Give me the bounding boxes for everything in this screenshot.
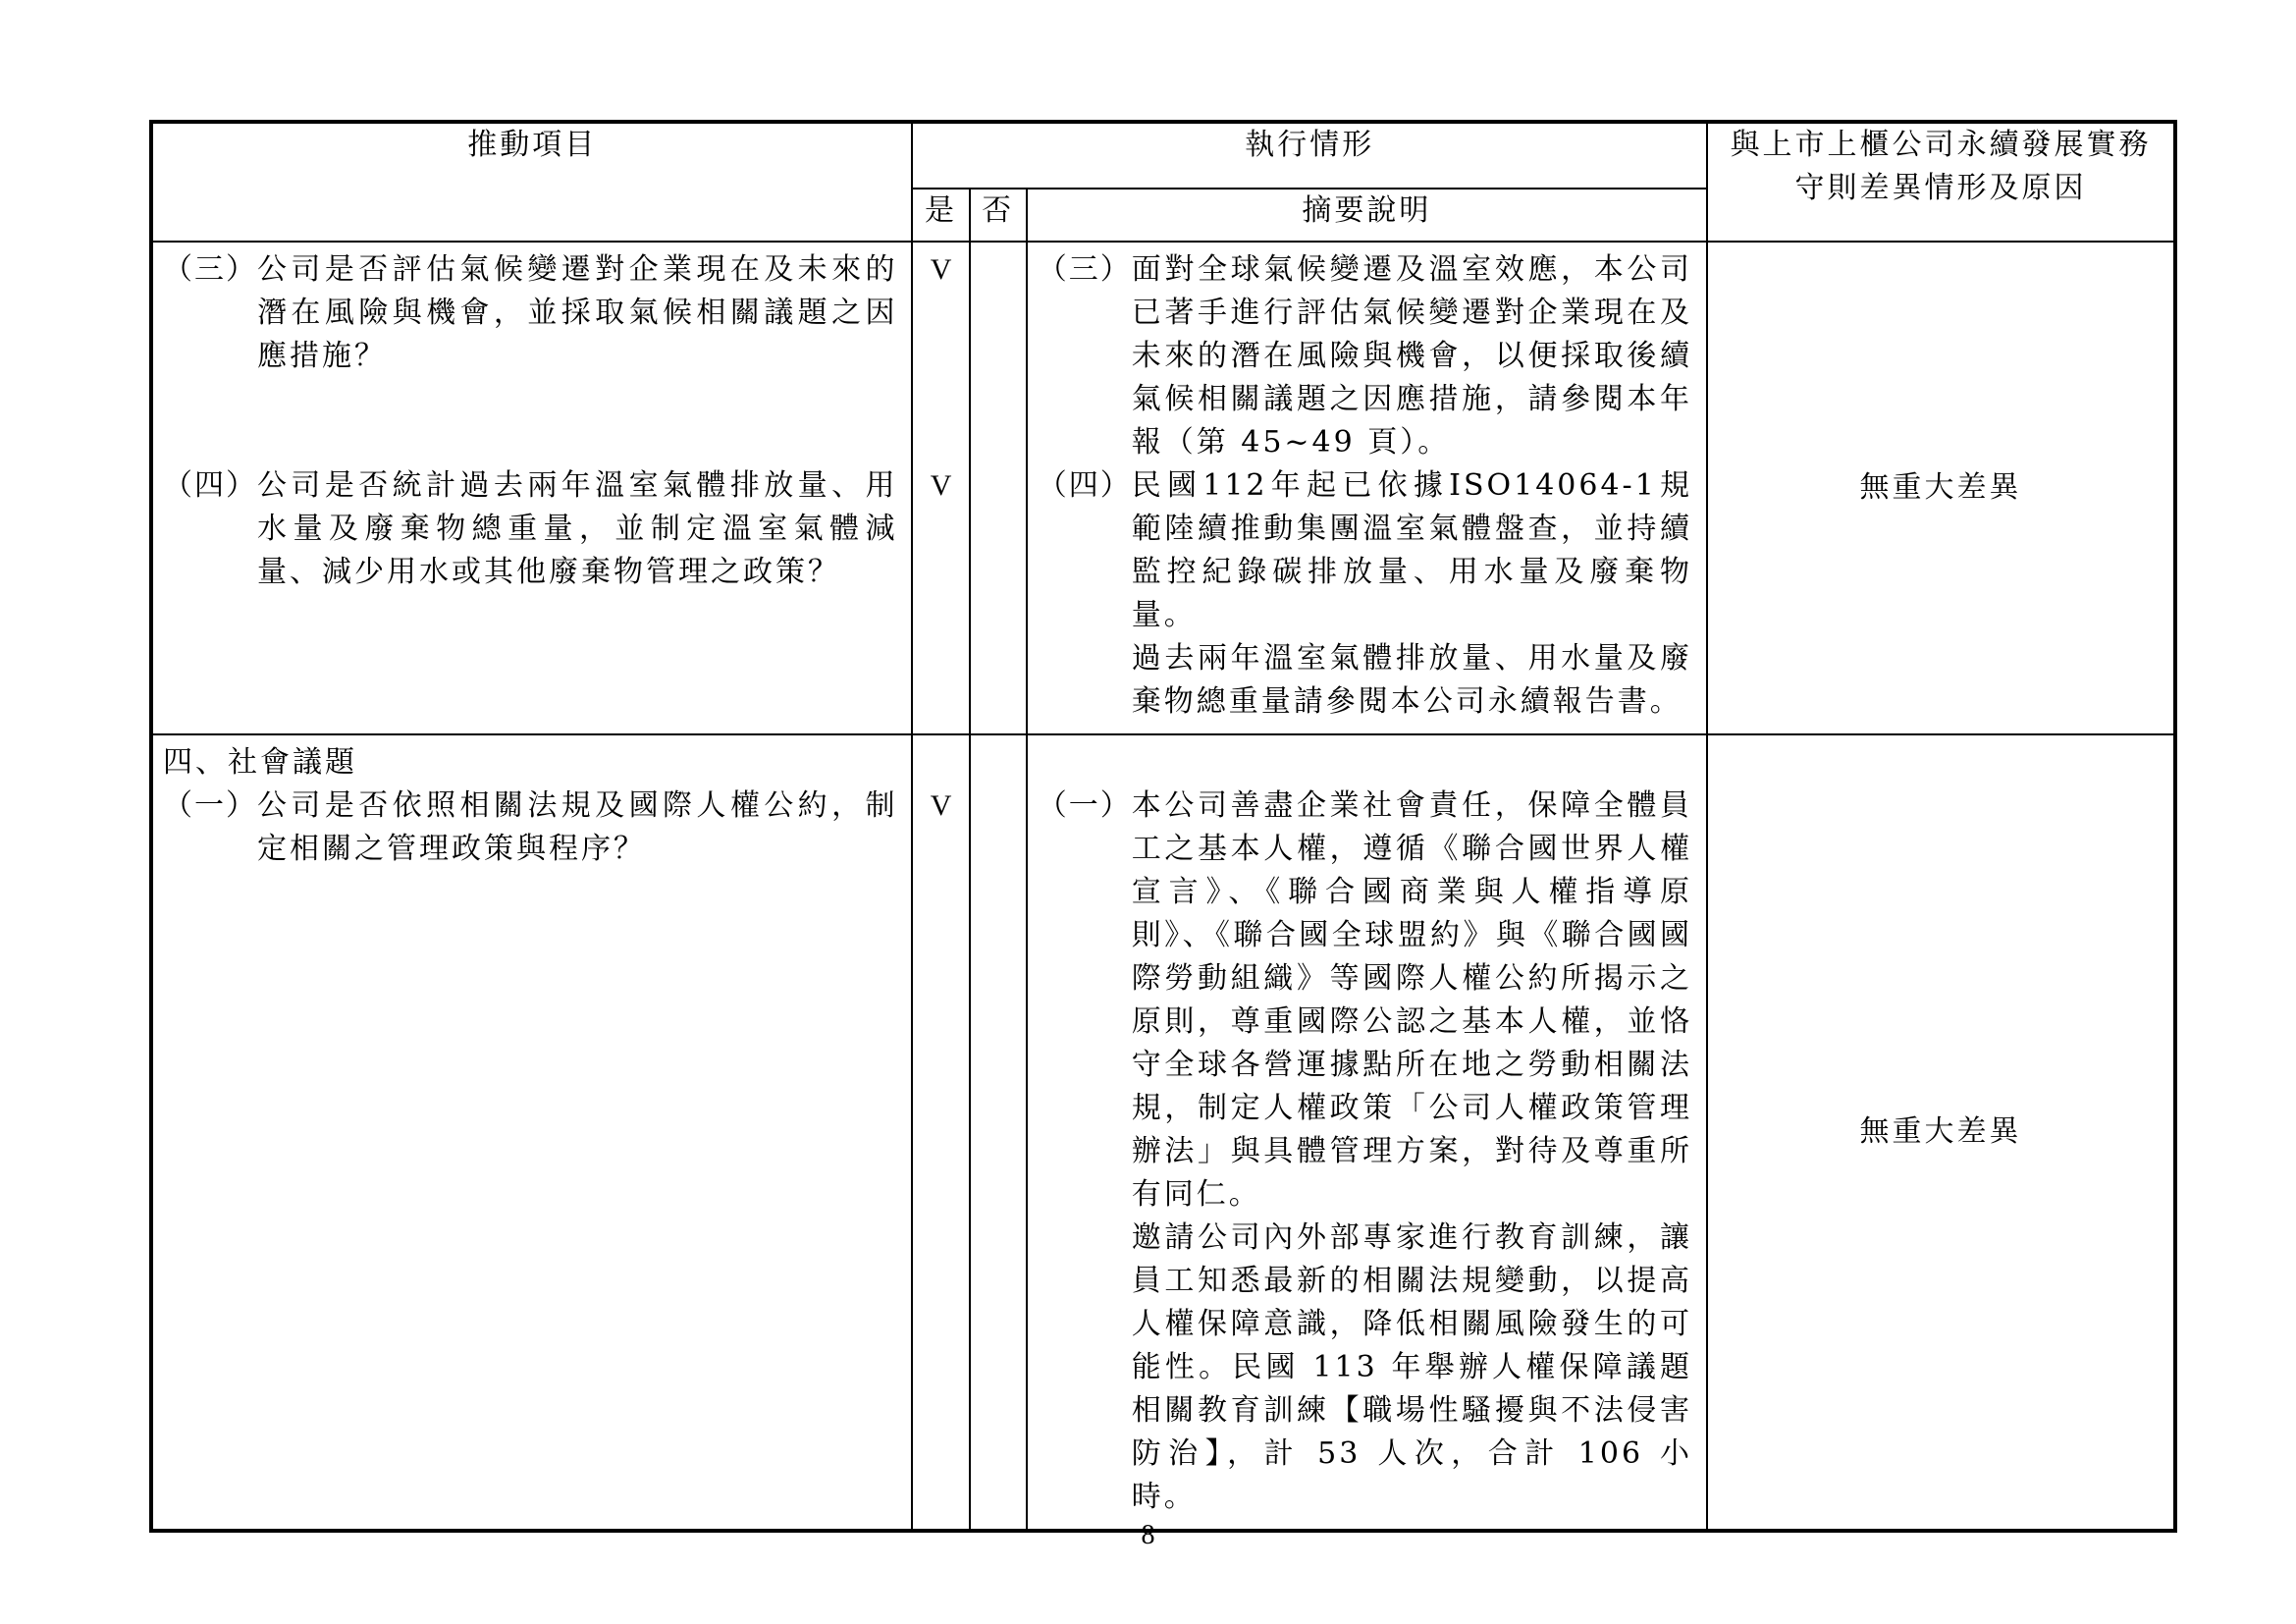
- header-difference-label: 與上市上櫃公司永續發展實務守則差異情形及原因: [1730, 128, 2152, 205]
- item-text: 公司是否統計過去兩年溫室氣體排放量、用水量及廢棄物總重量，並制定溫室氣體減量、減少用水或其他廢棄物管理之政策？: [257, 468, 898, 589]
- summary-item: [1038, 248, 1692, 464]
- sustainability-table: [149, 120, 2177, 1533]
- header-yes: 是: [912, 189, 969, 242]
- header-execution: 執行情形: [912, 122, 1707, 189]
- summary-text: 民國112年起已依據ISO14064-1規範陸續推動集團溫室氣體盤查，並持續監控紀錄碳排放量、用水量及廢棄物量。: [1131, 468, 1693, 632]
- item-number: （三）: [163, 252, 257, 287]
- summary-paragraph: 過去兩年溫室氣體排放量、用水量及廢棄物總重量請參閱本公司永續報告書。: [1131, 641, 1693, 719]
- summary-number: （四）: [1037, 468, 1132, 503]
- difference-cell: 無重大差異: [1707, 242, 2175, 734]
- yes-cell: [912, 734, 969, 1531]
- page-number: 8: [1141, 1520, 1155, 1550]
- list-item: [163, 464, 897, 594]
- no-cell: [970, 242, 1027, 734]
- summary-item: [1038, 785, 1692, 1217]
- summary-text: 面對全球氣候變遷及溫室效應，本公司已著手進行評估氣候變遷對企業現在及未來的潛在風險與機會，以便採取後續氣候相關議題之因應措施，請參閱本年報（第 45~49 頁）。: [1131, 252, 1693, 460]
- item-number: （四）: [163, 468, 257, 503]
- item-text: 公司是否依照相關法規及國際人權公約，制定相關之管理政策與程序？: [257, 788, 898, 866]
- summary-paragraph: 邀請公司內外部專家進行教育訓練，讓員工知悉最新的相關法規變動，以提高人權保障意識，降低相關風險發生的可能性。民國 113 年舉辦人權保障議題相關教育訓練【職場性騷擾與不法侵害防治】，計 53 人次，合計 106 小時。: [1131, 1220, 1693, 1514]
- section-title: 四、社會議題: [163, 745, 357, 780]
- item-number: （一）: [163, 788, 257, 823]
- item-spacer: [163, 378, 897, 464]
- yes-mark: V: [930, 469, 952, 502]
- summary-number: （三）: [1037, 252, 1132, 287]
- list-item: [163, 248, 897, 378]
- summary-number: （一）: [1037, 788, 1132, 823]
- list-item: [163, 785, 897, 871]
- yes-mark: V: [930, 789, 952, 822]
- summary-item: [1038, 464, 1692, 637]
- item-text: 公司是否評估氣候變遷對企業現在及未來的潛在風險與機會，並採取氣候相關議題之因應措施？: [257, 252, 898, 373]
- difference-cell: 無重大差異: [1707, 734, 2175, 1531]
- item-cell: [151, 734, 912, 1531]
- mark-spacer: [913, 292, 968, 464]
- yes-mark: V: [930, 253, 952, 286]
- header-summary: 摘要說明: [1027, 189, 1707, 242]
- header-no: 否: [970, 189, 1027, 242]
- summary-cell: [1027, 242, 1707, 734]
- table-header-row: [151, 122, 2175, 189]
- summary-text: 本公司善盡企業社會責任，保障全體員工之基本人權，遵循《聯合國世界人權宣言》、《聯合國商業與人權指導原則》、《聯合國全球盟約》與《聯合國國際勞動組織》等國際人權公約所揭示之原則，尊重國際公認之基本人權，並恪守全球各營運據點所在地之勞動相關法規，制定人權政策「公司人權政策管理辦法」與具體管理方案，對待及尊重所有同仁。: [1131, 788, 1693, 1212]
- no-cell: [970, 734, 1027, 1531]
- table-row: [151, 242, 2175, 734]
- header-difference: [1707, 122, 2175, 242]
- yes-cell: [912, 242, 969, 734]
- item-cell: [151, 242, 912, 734]
- table-row: [151, 734, 2175, 1531]
- summary-cell: [1027, 734, 1707, 1531]
- header-item: 推動項目: [151, 122, 912, 242]
